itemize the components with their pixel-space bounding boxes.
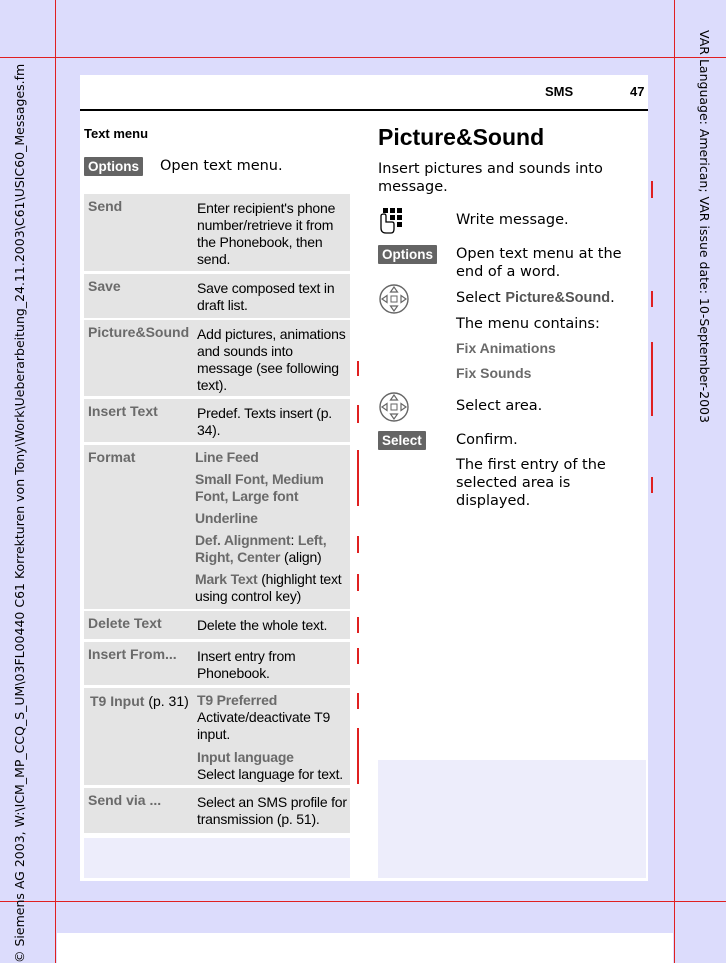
margin-file-path: © Siemens AG 2003, W:\ICM_MP_CCQ_S_UM\03FL00440 C61 Korrekturen von Tony\Work\Ueberarbeitung_24.11.2003\C61\USIC60_Messages.fm bbox=[12, 63, 27, 963]
change-bar bbox=[357, 450, 359, 506]
select-softkey: Select bbox=[378, 431, 426, 450]
row-label: Send bbox=[88, 198, 123, 214]
menu-row-insert-text bbox=[84, 399, 350, 442]
menu-item-fix-sounds: Fix Sounds bbox=[456, 365, 532, 381]
menu-row-insert-from bbox=[84, 642, 350, 685]
menu-row-t9-input bbox=[84, 688, 350, 785]
mark-text-note: (highlight text using control key) bbox=[195, 571, 342, 604]
change-bar bbox=[651, 342, 653, 416]
row-description: Insert entry from Phonebook. bbox=[197, 648, 296, 681]
step-confirm: Confirm. bbox=[456, 432, 518, 448]
mark-text-label: Mark Text bbox=[195, 571, 258, 587]
format-mark-text bbox=[195, 571, 349, 605]
row-description bbox=[197, 692, 349, 783]
options-softkey: Options bbox=[378, 245, 437, 264]
step-select-area: Select area. bbox=[456, 398, 543, 414]
empty-block-right bbox=[378, 760, 646, 878]
change-bar bbox=[357, 648, 359, 664]
change-bar bbox=[357, 728, 359, 784]
change-bar bbox=[651, 181, 653, 198]
guide-line-left bbox=[55, 0, 56, 963]
lower-sheet bbox=[57, 933, 673, 963]
alignment-colon: : bbox=[290, 532, 298, 548]
format-line-feed: Line Feed bbox=[195, 449, 259, 465]
step-select-suffix: . bbox=[610, 290, 615, 306]
options-softkey: Options bbox=[84, 157, 143, 176]
t9-preferred-label: T9 Preferred bbox=[197, 692, 278, 708]
change-bar bbox=[357, 693, 359, 709]
input-language-label: Input language bbox=[197, 749, 294, 765]
menu-row-delete-text bbox=[84, 611, 350, 639]
change-bar bbox=[357, 536, 359, 553]
row-label bbox=[90, 693, 189, 710]
menu-row-format bbox=[84, 445, 350, 609]
intro-text: Insert pictures and sounds into message. bbox=[378, 161, 603, 195]
row-description: Delete the whole text. bbox=[197, 617, 328, 633]
step-write-message: Write message. bbox=[456, 212, 569, 228]
step-first-entry-displayed: The first entry of the selected area is displayed. bbox=[456, 457, 606, 509]
row-label: Delete Text bbox=[88, 615, 162, 631]
row-description: Enter recipient's phone number/retrieve it from the Phonebook, then send. bbox=[197, 200, 336, 267]
step-open-text-menu: Open text menu at the end of a word. bbox=[456, 246, 622, 280]
step-select-prefix: Select bbox=[456, 290, 506, 306]
empty-block-left bbox=[84, 838, 350, 878]
change-bar bbox=[651, 291, 653, 307]
row-description: Select an SMS profile for transmission (p. 51). bbox=[197, 794, 347, 827]
t9-preferred-desc: Activate/deactivate T9 input. bbox=[197, 709, 331, 742]
row-label: Format bbox=[88, 449, 136, 465]
menu-row-save bbox=[84, 274, 350, 318]
alignment-options: Left, Right, Center bbox=[195, 532, 327, 565]
guide-line-bottom bbox=[0, 901, 726, 902]
change-bar bbox=[357, 617, 359, 633]
row-description: Add pictures, animations and sounds into message (see following text). bbox=[197, 326, 346, 393]
row-label: Insert From... bbox=[88, 646, 177, 662]
page-number: 47 bbox=[630, 84, 645, 99]
menu-row-send-via bbox=[84, 788, 350, 833]
navigation-key-icon bbox=[378, 283, 410, 315]
header-rule bbox=[80, 109, 648, 111]
text-menu-heading: Text menu bbox=[84, 126, 149, 141]
alignment-label: Def. Alignment bbox=[195, 532, 291, 548]
menu-row-send bbox=[84, 194, 350, 271]
keypad-icon bbox=[378, 206, 410, 238]
change-bar bbox=[357, 574, 359, 591]
menu-item-fix-animations: Fix Animations bbox=[456, 340, 556, 356]
row-label: Send via ... bbox=[88, 792, 162, 808]
row-label: Picture&Sound bbox=[88, 324, 190, 340]
options-description: Open text menu. bbox=[160, 158, 283, 174]
margin-issue-info: VAR Language: American; VAR issue date: 10-September-2003 bbox=[697, 30, 712, 423]
format-font-size: Small Font, Medium Font, Large font bbox=[195, 471, 324, 504]
step-select-picture-sound bbox=[456, 289, 615, 307]
row-label: Insert Text bbox=[88, 403, 158, 419]
change-bar bbox=[357, 405, 359, 423]
input-language-desc: Select language for text. bbox=[197, 766, 343, 782]
alignment-note: (align) bbox=[280, 549, 322, 565]
change-bar bbox=[357, 361, 359, 376]
change-bar bbox=[651, 477, 653, 493]
guide-line-right bbox=[674, 0, 675, 963]
format-underline: Underline bbox=[195, 510, 258, 526]
row-description: Predef. Texts insert (p. 34). bbox=[197, 405, 333, 438]
section-title: SMS bbox=[545, 84, 574, 99]
menu-row-picture-sound bbox=[84, 320, 350, 396]
row-description: Save composed text in draft list. bbox=[197, 280, 335, 313]
t9-input-label: T9 Input bbox=[90, 693, 145, 709]
guide-line-top bbox=[0, 57, 726, 58]
t9-input-page-ref: (p. 31) bbox=[144, 693, 189, 709]
format-alignment bbox=[195, 532, 349, 566]
row-label: Save bbox=[88, 278, 121, 294]
menu-contains-text: The menu contains: bbox=[456, 316, 600, 332]
navigation-key-icon bbox=[378, 391, 410, 423]
picture-sound-term: Picture&Sound bbox=[505, 290, 611, 306]
row-description bbox=[195, 449, 349, 610]
picture-sound-heading: Picture&Sound bbox=[378, 124, 545, 150]
